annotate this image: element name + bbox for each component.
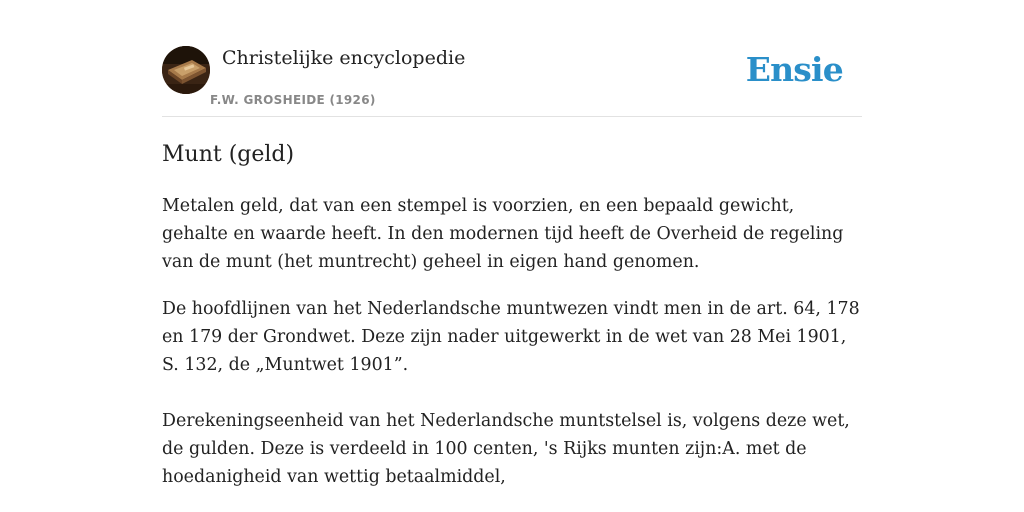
article-paragraph: De hoofdlijnen van het Nederlandsche muntwezen vindt men in de art. 64, 178 en 179 der Grondwet. Deze zijn nader uitgewerkt in de wet van 28 Mei 1901, S. 132, de „Muntwet 1901”.	[162, 299, 860, 375]
book-header	[162, 46, 862, 117]
book-title[interactable]: Christelijke encyclopedie	[222, 47, 466, 69]
article-body	[162, 140, 862, 491]
ensie-logo[interactable]: Ensie	[745, 50, 843, 89]
article-title: Munt (geld)	[162, 142, 295, 167]
article-paragraph: Derekeningseenheid van het Nederlandsche muntstelsel is, volgens deze wet, de gulden. Deze is verdeeld in 100 centen, 's Rijks munten zijn:A. met de hoedanigheid van wettig betaalmiddel,	[162, 411, 850, 487]
book-cover-icon	[162, 46, 210, 94]
author-byline: F.W. GROSHEIDE (1926)	[210, 93, 376, 107]
article-paragraph: Metalen geld, dat van een stempel is voorzien, en een bepaald gewicht, gehalte en waarde heeft. In den modernen tijd heeft de Overheid de regeling van de munt (het muntrecht) geheel in eigen hand genomen.	[162, 196, 844, 272]
book-cover-avatar[interactable]	[162, 46, 210, 94]
